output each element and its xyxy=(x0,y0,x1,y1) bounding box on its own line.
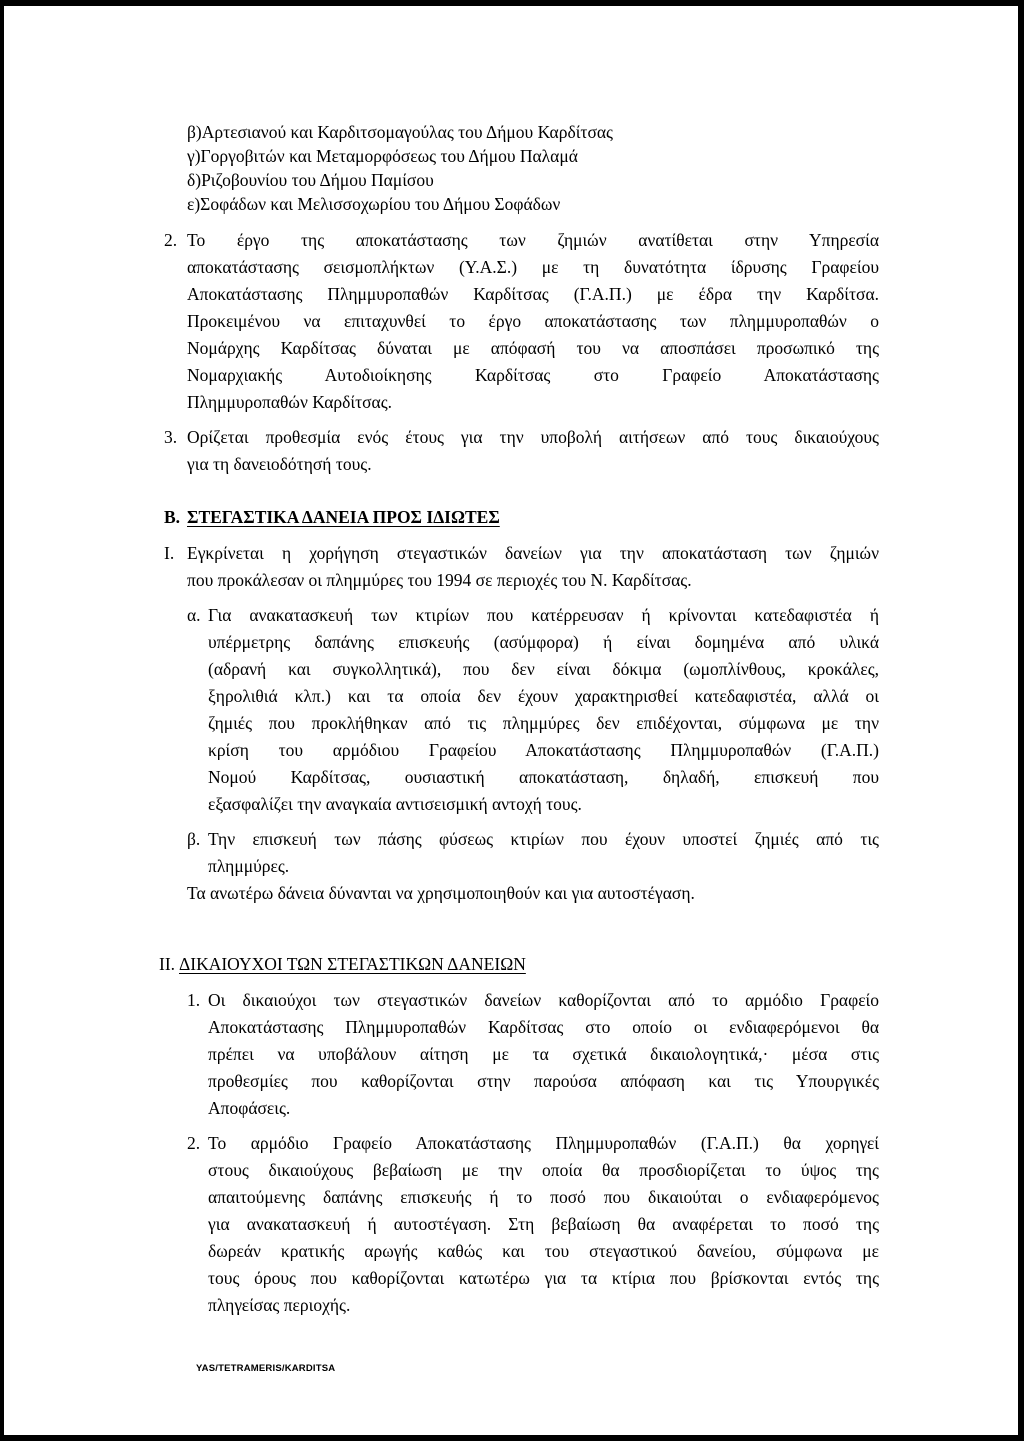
paragraph-line: για ανακατασκευή ή αυτοστέγαση. Στη βεβαίωση θα αναφέρεται το ποσό της xyxy=(208,1214,879,1234)
paragraph-line: (αδρανή και συγκολλητικά), που δεν είναι δόκιμα (ωμοπλίνθους, κροκάλες, xyxy=(208,659,879,679)
paragraph-line: τους όρους που καθορίζονται κατωτέρω για τα κτίρια που βρίσκονται εντός της xyxy=(208,1268,879,1288)
continuation-item: β)Αρτεσιανού και Καρδιτσομαγούλας του Δήμου Καρδίτσας xyxy=(187,122,613,142)
paragraph-line: πρέπει να υποβάλουν αίτηση με τα σχετικά δικαιολογητικά,· μέσα στις xyxy=(208,1044,879,1064)
paragraph-line: που προκάλεσαν οι πλημμύρες του 1994 σε περιοχές του Ν. Καρδίτσας. xyxy=(187,570,692,590)
paragraph-line: ξηρολιθιά κλπ.) και τα οποία δεν έχουν χαρακτηρισθεί κατεδαφιστέα, αλλά οι xyxy=(208,686,879,706)
continuation-item: γ)Γοργοβιτών και Μεταμορφόσεως του Δήμου Παλαμά xyxy=(187,146,578,166)
paragraph-line: Πλημμυροπαθών Καρδίτσας. xyxy=(187,392,393,412)
autostegasi-note: Τα ανωτέρω δάνεια δύνανται να χρησιμοποιηθούν και για αυτοστέγαση. xyxy=(187,883,695,903)
document-page xyxy=(4,6,1018,1435)
paragraph-line: Αποκατάστασης Πλημμυροπαθών Καρδίτσας (Γ.Α.Π.) με έδρα την Καρδίτσα. xyxy=(187,284,879,304)
item-number: 3. xyxy=(164,427,178,447)
item-number: 2. xyxy=(164,230,178,250)
paragraph-line: Την επισκευή των πάσης φύσεως κτιρίων που έχουν υποστεί ζημιές από τις xyxy=(208,829,879,849)
footer-file-code: YAS/TETRAMERIS/KARDITSA xyxy=(196,1363,336,1374)
paragraph-line: Οι δικαιούχοι των στεγαστικών δανείων καθορίζονται από το αρμόδιο Γραφείο xyxy=(208,990,879,1010)
paragraph-line: Το αρμόδιο Γραφείο Αποκατάστασης Πλημμυροπαθών (Γ.Α.Π.) θα χορηγεί xyxy=(208,1133,879,1153)
item-label: β. xyxy=(187,829,201,849)
paragraph-line: Νομαρχιακής Αυτοδιοίκησης Καρδίτσας στο Γραφείο Αποκατάστασης xyxy=(187,365,879,385)
paragraph-line: δωρεάν κρατικής αρωγής καθώς και του στεγαστικού δανείου, σύμφωνα με xyxy=(208,1241,879,1261)
item-number: 1. xyxy=(187,990,201,1010)
paragraph-line: εξασφαλίζει την αναγκαία αντισεισμική αντοχή τους. xyxy=(208,794,582,814)
item-label: α. xyxy=(187,605,201,625)
section-title: ΣΤΕΓΑΣΤΙΚΑ ΔΑΝΕΙΑ ΠΡΟΣ ΙΔΙΩΤΕΣ xyxy=(187,507,500,527)
paragraph-line: υπέρμετρης δαπάνης επισκευής (ασύμφορα) ή είναι δομημένα από υλικά xyxy=(208,632,879,652)
paragraph-line: απαιτούμενης δαπάνης επισκευής ή το ποσό που δικαιούται ο ενδιαφερόμενος xyxy=(208,1187,879,1207)
paragraph-line: Εγκρίνεται η χορήγηση στεγαστικών δανείων για την αποκατάσταση των ζημιών xyxy=(187,543,879,563)
paragraph-line: για τη δανειοδότησή τους. xyxy=(187,454,372,474)
paragraph-line: Νομού Καρδίτσας, ουσιαστική αποκατάσταση, δηλαδή, επισκευή που xyxy=(208,767,879,787)
paragraph-line: Προκειμένου να επιταχυνθεί το έργο αποκατάστασης των πλημμυροπαθών ο xyxy=(187,311,879,331)
paragraph-line: στους δικαιούχους βεβαίωση με την οποία θα προσδιορίζεται το ύψος της xyxy=(208,1160,879,1180)
continuation-item: δ)Ριζοβουνίου του Δήμου Παμίσου xyxy=(187,170,434,190)
section-number: Β. xyxy=(164,507,181,527)
paragraph-line: Αποκατάστασης Πλημμυροπαθών Καρδίτσας στο οποίο οι ενδιαφερόμενοι θα xyxy=(208,1017,879,1037)
paragraph-line: αποκατάστασης σεισμοπλήκτων (Υ.Α.Σ.) με τη δυνατότητα ίδρυσης Γραφείου xyxy=(187,257,879,277)
section-number: ΙΙ. xyxy=(159,954,176,974)
item-number: Ι. xyxy=(164,543,175,563)
paragraph-line: προθεσμίες που καθορίζονται στην παρούσα απόφαση και τις Υπουργικές xyxy=(208,1071,879,1091)
item-number: 2. xyxy=(187,1133,201,1153)
section-title: ΔΙΚΑΙΟΥΧΟΙ ΤΩΝ ΣΤΕΓΑΣΤΙΚΩΝ ΔΑΝΕΙΩΝ xyxy=(179,954,526,974)
paragraph-line: ζημιές που προκλήθηκαν από τις πλημμύρες δεν επιδέχονται, σύμφωνα με την xyxy=(208,713,879,733)
paragraph-line: Για ανακατασκευή των κτιρίων που κατέρρευσαν ή κρίνονται κατεδαφιστέα ή xyxy=(208,605,879,625)
paragraph-line: κρίση του αρμόδιου Γραφείου Αποκατάστασης Πλημμυροπαθών (Γ.Α.Π.) xyxy=(208,740,879,760)
paragraph-line: Νομάρχης Καρδίτσας δύναται με απόφασή του να αποσπάσει προσωπικό της xyxy=(187,338,879,358)
paragraph-line: πλημμύρες. xyxy=(208,856,290,876)
paragraph-line: πληγείσας περιοχής. xyxy=(208,1295,351,1315)
paragraph-line: Αποφάσεις. xyxy=(208,1098,291,1118)
paragraph-line: Το έργο της αποκατάστασης των ζημιών ανατίθεται στην Υπηρεσία xyxy=(187,230,879,250)
paragraph-line: Ορίζεται προθεσμία ενός έτους για την υποβολή αιτήσεων από τους δικαιούχους xyxy=(187,427,879,447)
continuation-item: ε)Σοφάδων και Μελισσοχωρίου του Δήμου Σοφάδων xyxy=(187,194,561,214)
